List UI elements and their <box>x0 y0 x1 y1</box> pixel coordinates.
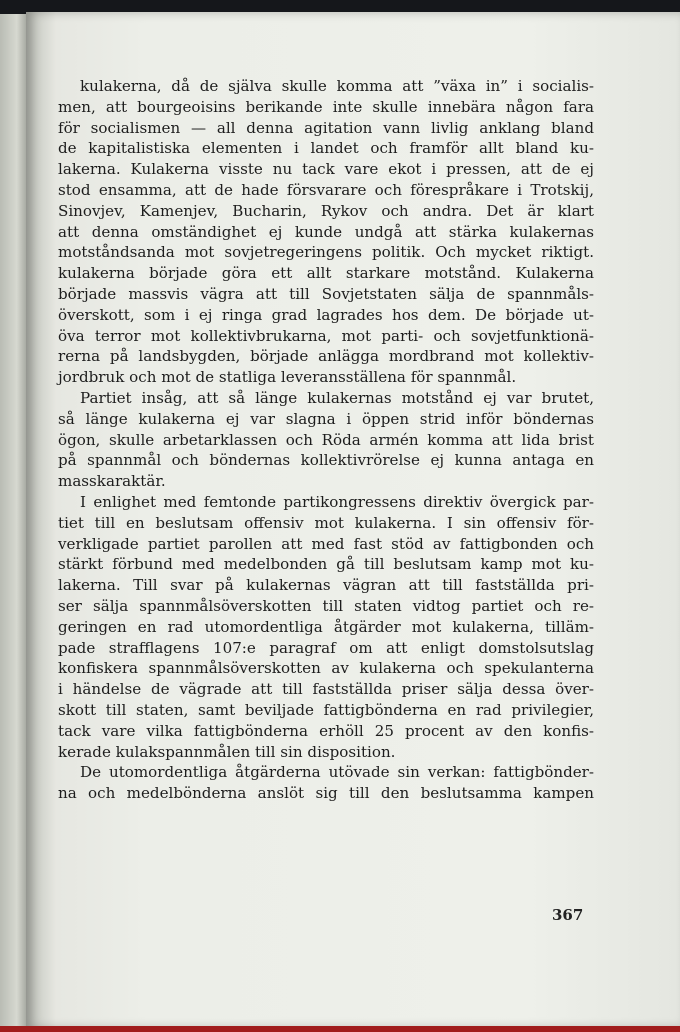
text-line: konfiskera spannmålsöverskotten av kulakerna och spekulanterna <box>58 659 594 678</box>
text-line: na och medelbönderna anslöt sig till den beslutsamma kampen <box>58 784 594 803</box>
text-line: I enlighet med femtonde partikongressens direktiv övergick par- <box>80 492 594 511</box>
text-line: lakerna. Till svar på kulakernas vägran att till fastställda pri- <box>58 576 594 595</box>
text-line: öva terror mot kollektivbrukarna, mot parti- och sovjetfunktionä- <box>58 326 594 345</box>
text-line: överskott, som i ej ringa grad lagrades hos dem. De började ut- <box>58 305 594 324</box>
text-line: lakerna. Kulakerna visste nu tack vare ekot i pressen, att de ej <box>58 160 594 179</box>
text-line: ögon, skulle arbetarklassen och Röda armén komma att lida brist <box>58 430 594 449</box>
text-line: Partiet insåg, att så länge kulakernas motstånd ej var brutet, <box>80 388 594 407</box>
text-line: jordbruk och mot de statliga leveransställena för spannmål. <box>58 368 517 387</box>
text-line: geringen en rad utomordentliga åtgärder mot kulakerna, tilläm- <box>58 617 594 636</box>
paragraph <box>58 492 594 762</box>
text-line: men, att bourgeoisins berikande inte skulle innebära någon fara <box>58 97 594 116</box>
text-line: för socialismen — all denna agitation vann livlig anklang bland <box>58 118 594 137</box>
text-line: tiet till en beslutsam offensiv mot kulakerna. I sin offensiv för- <box>58 513 594 532</box>
text-line: att denna omständighet ej kunde undgå att stärka kulakernas <box>58 222 594 241</box>
paragraph <box>58 76 594 388</box>
text-line: verkligade partiet parollen att med fast stöd av fattigbonden och <box>58 534 594 553</box>
text-line: kulakerna, då de själva skulle komma att ”växa in” i socialis- <box>80 77 594 95</box>
text-line: kulakerna började göra ett allt starkare motstånd. Kulakerna <box>58 264 594 283</box>
text-line: kerade kulakspannmålen till sin disposition. <box>58 742 396 761</box>
text-line: ser sälja spannmålsöverskotten till staten vidtog partiet och re- <box>58 596 594 615</box>
text-line: på spannmål och böndernas kollektivrörelse ej kunna antaga en <box>58 451 594 470</box>
text-line: masskaraktär. <box>58 472 166 491</box>
body-text <box>58 76 594 804</box>
text-line: rerna på landsbygden, började anlägga mordbrand mot kollektiv- <box>58 347 594 366</box>
text-line: så länge kulakerna ej var slagna i öppen strid inför böndernas <box>58 409 594 428</box>
book-edge <box>0 1026 680 1032</box>
text-line: började massvis vägra att till Sovjetstaten sälja de spannmåls- <box>58 284 594 303</box>
left-page-edge <box>0 14 28 1026</box>
text-line: pade strafflagens 107:e paragraf om att enligt domstolsutslag <box>58 638 594 657</box>
text-line: motståndsanda mot sovjetregeringens politik. Och mycket riktigt. <box>58 243 594 262</box>
paragraph <box>58 762 594 804</box>
text-line: De utomordentliga åtgärderna utövade sin verkan: fattigbönder- <box>80 763 594 782</box>
text-line: de kapitalistiska elementen i landet och framför allt bland ku- <box>58 139 594 158</box>
paragraph <box>58 388 594 492</box>
text-line: skott till staten, samt beviljade fattigbönderna en rad privilegier, <box>58 700 594 719</box>
text-line: i händelse de vägrade att till fastställda priser sälja dessa över- <box>58 680 594 699</box>
text-line: stärkt förbund med medelbonden gå till beslutsam kamp mot ku- <box>58 555 594 574</box>
text-line: tack vare vilka fattigbönderna erhöll 25 procent av den konfis- <box>58 721 594 740</box>
page-number: 367 <box>552 906 584 924</box>
text-line: Sinovjev, Kamenjev, Bucharin, Rykov och andra. Det är klart <box>58 201 594 220</box>
text-line: stod ensamma, att de hade försvarare och förespråkare i Trotskij, <box>58 180 594 199</box>
